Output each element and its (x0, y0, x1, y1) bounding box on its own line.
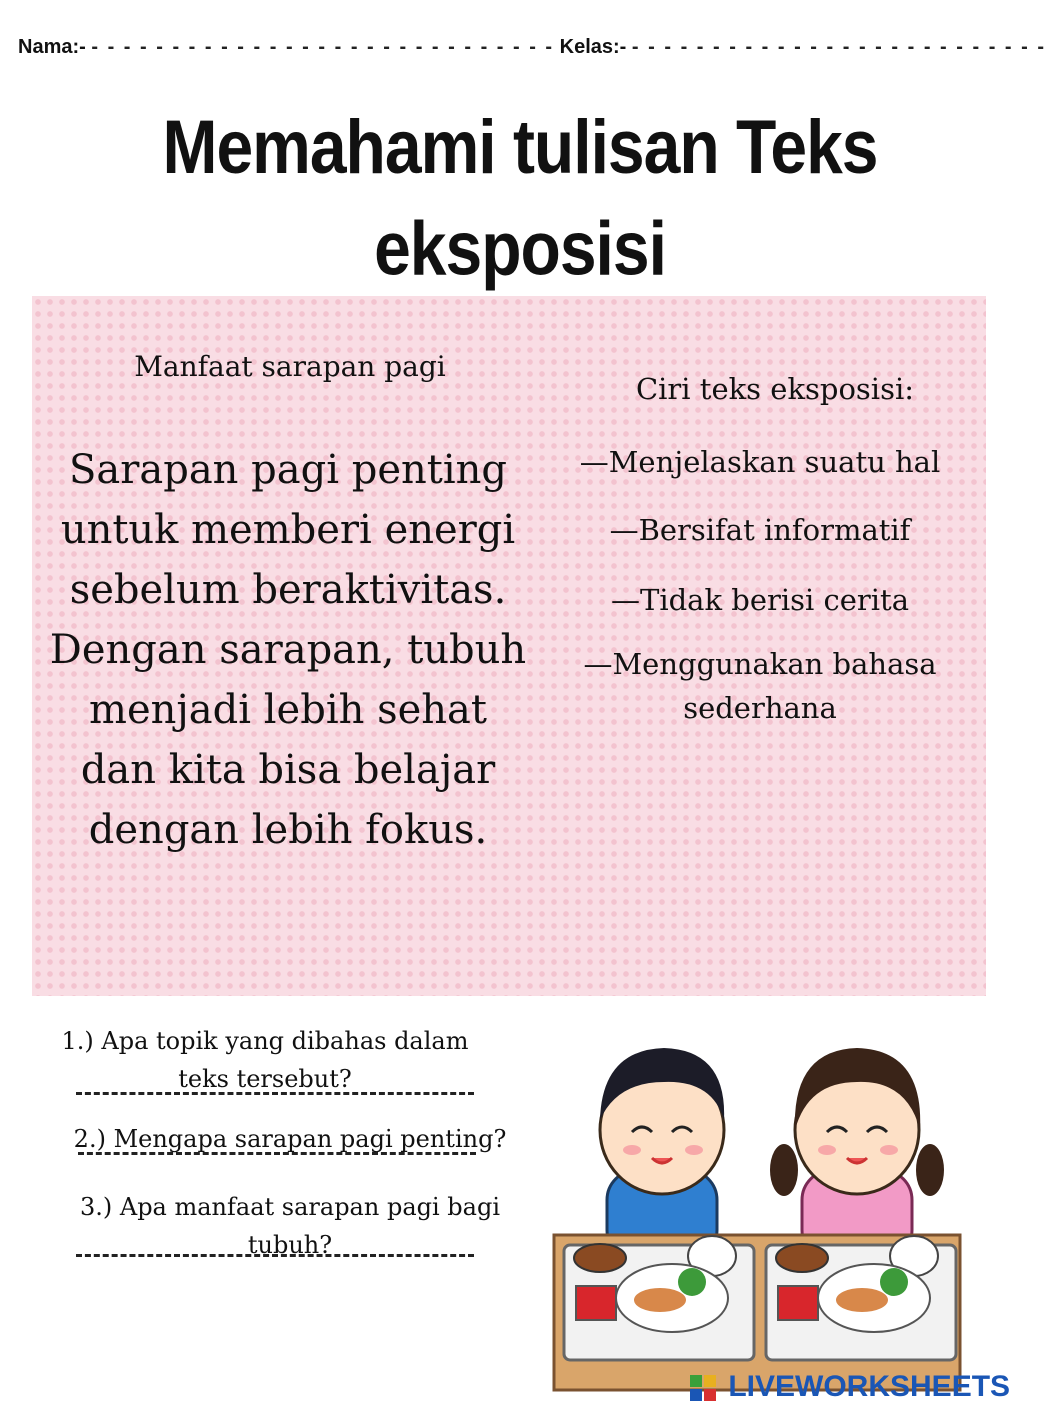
kelas-answer-line[interactable]: - - - - - - - - - - - - - - - - - - - - - - - - - - (631, 36, 1046, 59)
brand-text: LIVEWORKSHEETS (728, 1370, 1011, 1403)
nama-answer-line[interactable]: - - - - - - - - - - - - - - - - - - - - - - - - - - - - - (91, 36, 555, 59)
ciri-title: Ciri teks eksposisi: (635, 372, 915, 406)
liveworksheets-brand (690, 1370, 1011, 1410)
liveworksheets-logo-icon (690, 1375, 716, 1401)
nama-label: Nama:- (18, 36, 86, 59)
answer-line-3[interactable] (76, 1252, 474, 1257)
reading-body: Sarapan pagi penting untuk memberi energi sebelum beraktivitas. Dengan sarapan, tubuh menjadi lebih sehat dan kita bisa belajar dengan lebih fokus. (49, 447, 527, 853)
reading-title: Manfaat sarapan pagi (134, 350, 446, 383)
girl-figure (770, 1048, 944, 1260)
answer-line-2[interactable] (78, 1150, 476, 1155)
boy-figure (600, 1048, 724, 1260)
question-2: 2.) Mengapa sarapan pagi penting? (73, 1125, 507, 1153)
page-title-line-1: Memahami tulisan Teks eksposisi (162, 104, 878, 291)
tray-right (766, 1236, 956, 1360)
student-info-line (18, 36, 1046, 66)
ciri-item: —Menjelaskan suatu hal (579, 445, 941, 479)
ciri-item: —Bersifat informatif (609, 513, 911, 547)
answer-line-1[interactable] (76, 1090, 474, 1095)
tray-left (564, 1236, 754, 1360)
children-breakfast-illustration (552, 1020, 962, 1390)
kelas-label: Kelas:- (559, 36, 627, 59)
question-3: 3.) Apa manfaat sarapan pagi bagi tubuh? (79, 1193, 501, 1259)
ciri-item: —Tidak berisi cerita (611, 583, 909, 617)
question-1: 1.) Apa topik yang dibahas dalam teks tersebut? (61, 1027, 469, 1093)
ciri-item: —Menggunakan bahasa sederhana (583, 647, 937, 725)
